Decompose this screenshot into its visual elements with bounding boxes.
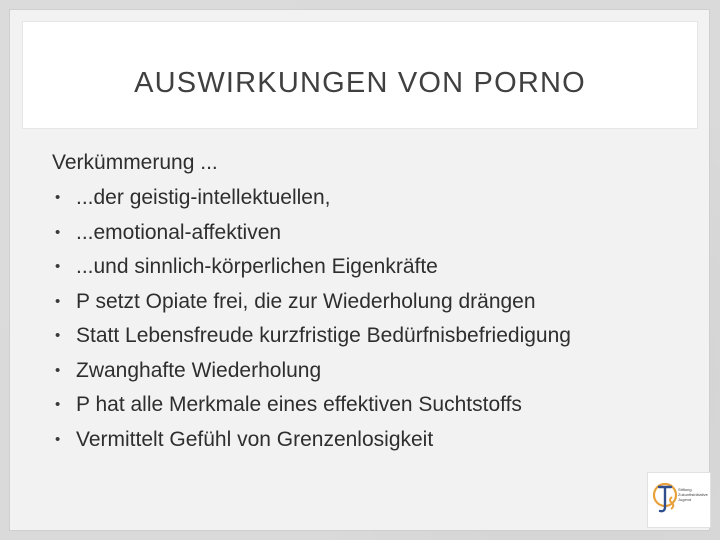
logo-line: Jugend: [678, 497, 692, 502]
bullet-item: [52, 354, 692, 389]
bullet-icon: •: [55, 327, 61, 344]
bullet-icon: •: [55, 189, 61, 206]
bullet-item: [52, 250, 692, 285]
bullet-item: [52, 285, 692, 320]
slide-title: AUSWIRKUNGEN VON PORNO: [134, 67, 586, 99]
bullet-text: ...emotional-affektiven: [76, 220, 282, 244]
bullet-icon: •: [55, 292, 61, 310]
slide-content: [52, 145, 692, 457]
logo-emblem-icon: [651, 479, 679, 519]
title-band: [22, 21, 698, 129]
organization-logo: [647, 472, 711, 528]
slide: [9, 9, 710, 531]
bullet-text: ...der geistig-intellektuellen,: [76, 186, 331, 209]
bullet-text: Zwanghafte Wiederholung: [76, 358, 322, 382]
bullet-item: [52, 423, 692, 458]
bullet-item: [52, 319, 692, 354]
bullet-text: Statt Lebensfreude kurzfristige Bedürfnisbefriedigung: [76, 324, 571, 347]
logo-text: [678, 487, 710, 502]
bullet-item: [52, 216, 692, 251]
bullet-text: ...und sinnlich-körperlichen Eigenkräfte: [76, 255, 438, 278]
bullet-icon: •: [55, 258, 61, 275]
logo-line: Stiftung: [678, 487, 692, 492]
bullet-list: [52, 181, 692, 457]
bullet-icon: •: [55, 430, 61, 448]
bullet-text: Vermittelt Gefühl von Grenzenlosigkeit: [76, 427, 434, 451]
bullet-icon: •: [55, 223, 61, 241]
intro-text: Verkümmerung ...: [52, 151, 218, 174]
bullet-text: P hat alle Merkmale eines effektiven Suchtstoffs: [76, 393, 522, 416]
bullet-icon: •: [55, 396, 61, 413]
bullet-item: [52, 388, 692, 423]
bullet-item: [52, 181, 692, 216]
logo-line: Zukunftsinitiative: [678, 492, 708, 497]
bullet-icon: •: [55, 361, 61, 379]
bullet-text: P setzt Opiate frei, die zur Wiederholung drängen: [76, 289, 536, 313]
